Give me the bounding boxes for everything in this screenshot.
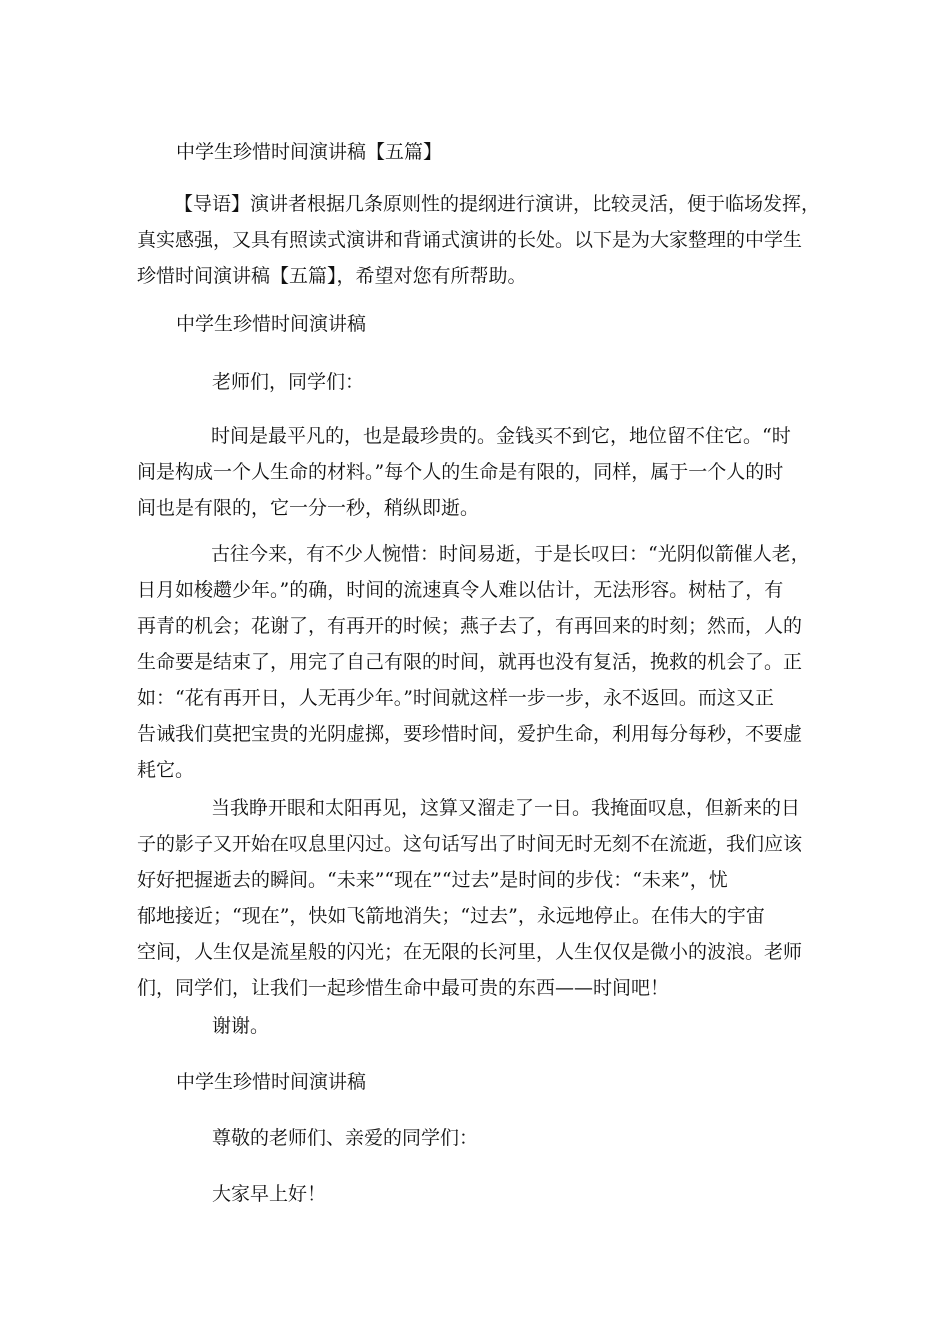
p3-line-1: 当我睁开眼和太阳再见，这算又溜走了一日。我掩面叹息，但新来的日	[211, 797, 801, 819]
p2-line-5: 如：“花有再开日，人无再少年。”时间就这样一步一步，永不返回。而这又正	[137, 687, 774, 709]
p3-line-6: 们，同学们，让我们一起珍惜生命中最可贵的东西——时间吧！	[137, 977, 670, 999]
document-title: 中学生珍惜时间演讲稿【五篇】	[176, 141, 443, 163]
section1-paragraph-3	[137, 790, 812, 1006]
p2-line-1: 古往今来，有不少人惋惜：时间易逝，于是长叹曰：“光阴似箭催人老，	[211, 543, 810, 565]
p2-line-7: 耗它。	[137, 759, 195, 781]
p3-line-5: 空间，人生仅是流星般的闪光；在无限的长河里，人生仅仅是微小的波浪。老师	[137, 941, 803, 963]
p1-line-1: 时间是最平凡的，也是最珍贵的。金钱买不到它，地位留不住它。“时	[211, 425, 791, 447]
p2-line-2: 日月如梭趱少年。”的确，时间的流速真令人难以估计，无法形容。树枯了，有	[137, 579, 784, 601]
section1-paragraph-1	[137, 418, 812, 526]
intro-paragraph	[137, 186, 821, 294]
section2-opening: 大家早上好！	[212, 1183, 327, 1205]
p1-line-3: 间也是有限的，它一分一秒，稍纵即逝。	[137, 497, 480, 519]
p1-line-2: 间是构成一个人生命的材料。”每个人的生命是有限的，同样，属于一个人的时	[137, 461, 784, 483]
p2-line-3: 再青的机会；花谢了，有再开的时候；燕子去了，有再回来的时刻；然而，人的	[137, 615, 803, 637]
section1-closing: 谢谢。	[212, 1015, 270, 1037]
p3-line-4: 郁地接近；“现在”，快如飞箭地消失；“过去”，永远地停止。在伟大的宇宙	[137, 905, 765, 927]
intro-line-2: 真实感强，又具有照读式演讲和背诵式演讲的长处。以下是为大家整理的中学生	[137, 229, 803, 251]
section1-greeting: 老师们，同学们：	[212, 371, 365, 393]
p3-line-3: 好好把握逝去的瞬间。“未来”“现在”“过去”是时间的步伐：“未来”，忧	[137, 869, 728, 891]
intro-line-1: 【导语】演讲者根据几条原则性的提纲进行演讲，比较灵活，便于临场发挥，	[174, 193, 821, 215]
p3-line-2: 子的影子又开始在叹息里闪过。这句话写出了时间无时无刻不在流逝，我们应该	[137, 833, 803, 855]
section1-heading: 中学生珍惜时间演讲稿	[176, 313, 367, 335]
section2-heading: 中学生珍惜时间演讲稿	[176, 1071, 367, 1093]
section1-paragraph-2	[137, 536, 812, 788]
intro-line-3: 珍惜时间演讲稿【五篇】，希望对您有所帮助。	[137, 265, 527, 287]
p2-line-6: 告诫我们莫把宝贵的光阴虚掷，要珍惜时间，爱护生命，利用每分每秒，不要虚	[137, 723, 803, 745]
section2-greeting: 尊敬的老师们、亲爱的同学们：	[212, 1127, 479, 1149]
p2-line-4: 生命要是结束了，用完了自己有限的时间，就再也没有复活，挽救的机会了。正	[137, 651, 803, 673]
